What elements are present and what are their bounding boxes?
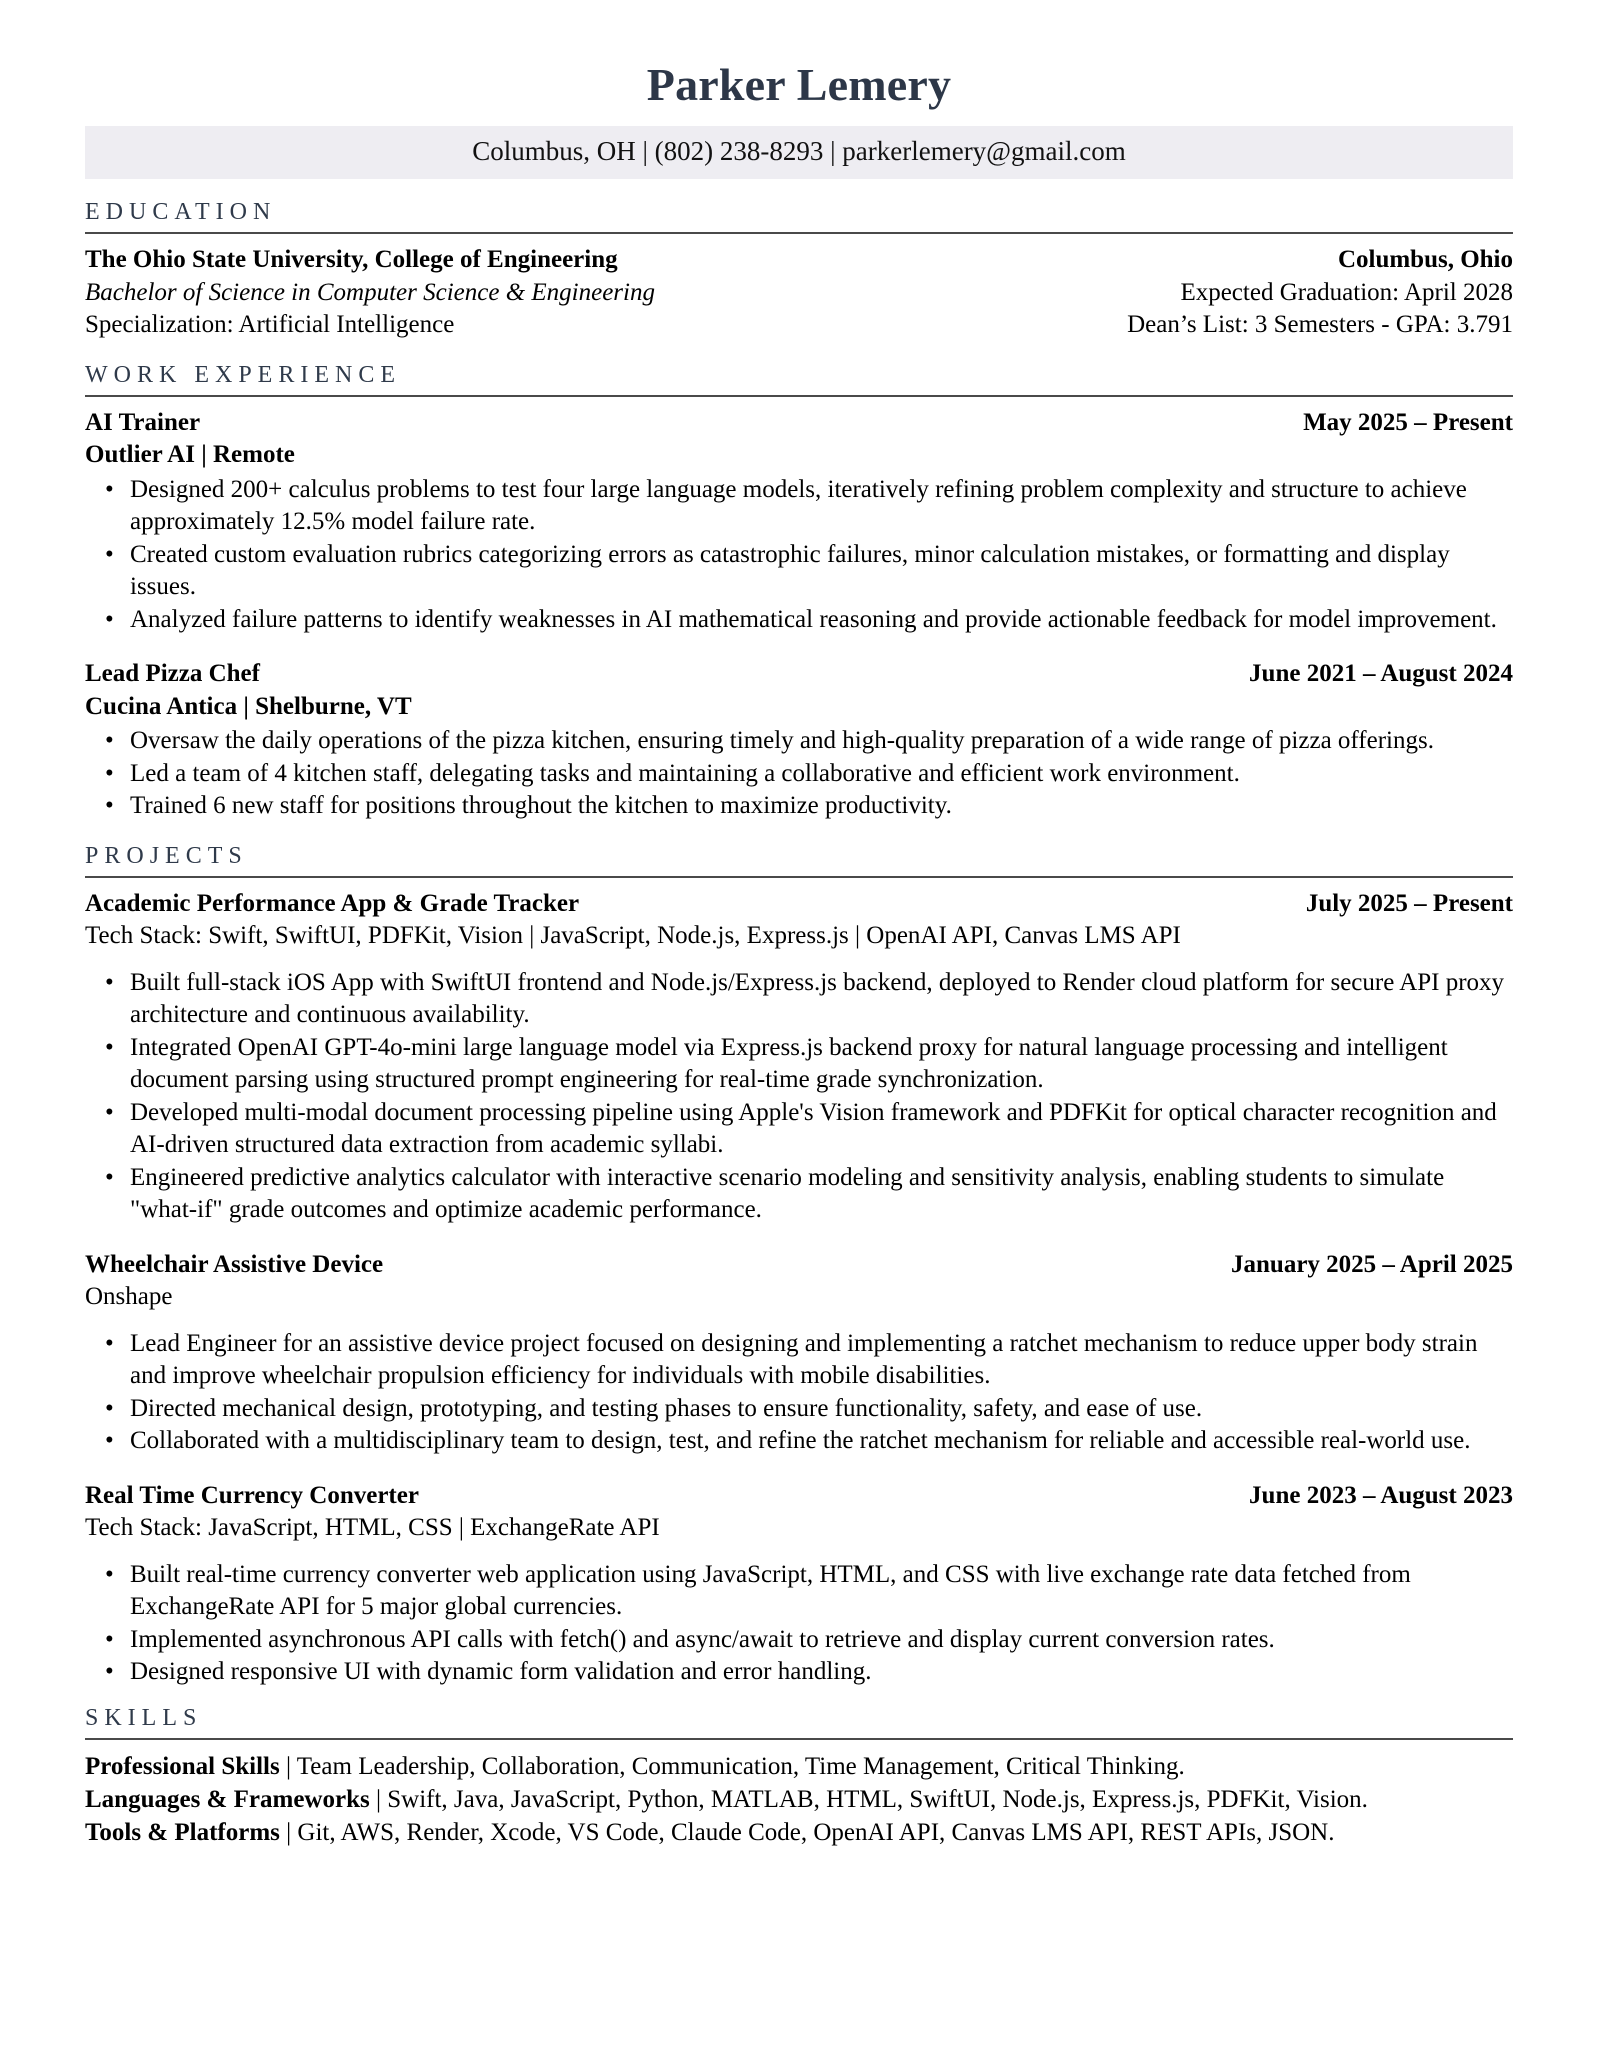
project-entry: [85, 888, 1513, 1227]
project-entry: [85, 1480, 1513, 1689]
list-item: • Built full-stack iOS App with SwiftUI frontend and Node.js/Express.js backend, deployed to Render cloud platform for secure API proxy architecture and continuous availability.: [85, 967, 1513, 1032]
project-tech-stack: Onshape: [85, 1283, 173, 1310]
work-dates: May 2025 – Present: [1303, 408, 1513, 436]
work-entry: [85, 407, 1513, 637]
project-dates: July 2025 – Present: [1305, 889, 1513, 917]
page-title: Parker Lemery: [646, 59, 952, 110]
list-item: • Designed responsive UI with dynamic form validation and error handling.: [85, 1656, 1513, 1689]
project-title: Academic Performance App & Grade Tracker: [85, 889, 580, 917]
work-company: Outlier AI | Remote: [85, 441, 295, 468]
skills-line: [85, 1750, 1513, 1783]
list-item: • Collaborated with a multidisciplinary team to design, test, and refine the ratchet mechanism for reliable and accessible real-world use.: [85, 1425, 1513, 1458]
skills-value: Git, AWS, Render, Xcode, VS Code, Claude Code, OpenAI API, Canvas LMS API, REST APIs, JSON.: [297, 1818, 1335, 1846]
list-item: • Led a team of 4 kitchen staff, delegating tasks and maintaining a collaborative and efficient work environment.: [85, 758, 1513, 791]
project-bullets: [85, 1559, 1513, 1689]
section-heading-education: EDUCATION: [85, 179, 1513, 234]
skills-separator: |: [279, 1818, 298, 1846]
education-row-school: [85, 244, 1513, 277]
project-tech-stack: Tech Stack: Swift, SwiftUI, PDFKit, Vision | JavaScript, Node.js, Express.js | OpenAI API, Canvas LMS API: [85, 922, 1181, 949]
skills-line: [85, 1783, 1513, 1816]
project-entry-header: [85, 888, 1513, 921]
list-item: • Developed multi-modal document processing pipeline using Apple's Vision framework and PDFKit for optical character recognition and AI-driven structured data extraction from academic syllabi.: [85, 1097, 1513, 1162]
list-item: • Created custom evaluation rubrics categorizing errors as catastrophic failures, minor calculation mistakes, or formatting and display issues.: [85, 539, 1513, 604]
education-entry: [85, 244, 1513, 342]
section-heading-work-experience: WORK EXPERIENCE: [85, 342, 1513, 397]
education-school: The Ohio State University, College of Engineering: [85, 246, 618, 273]
project-title: Real Time Currency Converter: [85, 1481, 419, 1509]
project-tech-stack: Tech Stack: JavaScript, HTML, CSS | ExchangeRate API: [85, 1514, 660, 1541]
list-item: • Trained 6 new staff for positions throughout the kitchen to maximize productivity.: [85, 790, 1513, 823]
section-heading-projects: PROJECTS: [85, 823, 1513, 878]
project-dates: June 2023 – August 2023: [1249, 1481, 1513, 1509]
skills-line: [85, 1816, 1513, 1849]
list-item: • Built real-time currency converter web application using JavaScript, HTML, and CSS with live exchange rate data fetched from ExchangeRate API for 5 major global currencies.: [85, 1559, 1513, 1624]
project-dates: January 2025 – April 2025: [1231, 1250, 1513, 1278]
list-item: • Engineered predictive analytics calculator with interactive scenario modeling and sensitivity analysis, enabling students to simulate "what-if" grade outcomes and optimize academic performance.: [85, 1162, 1513, 1227]
education-location: Columbus, Ohio: [1337, 246, 1513, 273]
list-item: • Designed 200+ calculus problems to test four large language models, iteratively refining problem complexity and structure to achieve approximately 12.5% model failure rate.: [85, 474, 1513, 539]
skills-separator: |: [369, 1785, 388, 1813]
list-item: • Directed mechanical design, prototyping, and testing phases to ensure functionality, safety, and ease of use.: [85, 1393, 1513, 1426]
skills-label: Languages & Frameworks: [85, 1785, 370, 1813]
list-item: • Implemented asynchronous API calls with fetch() and async/await to retrieve and display current conversion rates.: [85, 1624, 1513, 1657]
project-title: Wheelchair Assistive Device: [85, 1250, 384, 1278]
skills-label: Tools & Platforms: [85, 1818, 280, 1846]
work-title: AI Trainer: [85, 408, 201, 436]
work-entry-header: [85, 658, 1513, 691]
work-entry: [85, 658, 1513, 823]
project-entry-header: [85, 1480, 1513, 1513]
project-entry: [85, 1249, 1513, 1458]
work-title: Lead Pizza Chef: [85, 660, 260, 687]
list-item: • Integrated OpenAI GPT-4o-mini large language model via Express.js backend proxy for natural language processing and intelligent document parsing using structured prompt engineering for real-time grade synchronization.: [85, 1032, 1513, 1097]
skills-label: Professional Skills: [85, 1752, 280, 1780]
education-row-specialization: [85, 309, 1513, 342]
education-graduation: Expected Graduation: April 2028: [1180, 278, 1513, 306]
work-bullets: [85, 725, 1513, 823]
skills-value: Swift, Java, JavaScript, Python, MATLAB, HTML, SwiftUI, Node.js, Express.js, PDFKit, Vision.: [387, 1785, 1368, 1813]
list-item: • Oversaw the daily operations of the pizza kitchen, ensuring timely and high-quality preparation of a wide range of pizza offerings.: [85, 725, 1513, 758]
work-company: Cucina Antica | Shelburne, VT: [85, 692, 412, 720]
project-entry-header: [85, 1249, 1513, 1282]
education-specialization: Specialization: Artificial Intelligence: [85, 311, 455, 338]
list-item: • Lead Engineer for an assistive device project focused on designing and implementing a ratchet mechanism to reduce upper body strain and improve wheelchair propulsion efficiency for individuals with mobile disabilities.: [85, 1328, 1513, 1393]
work-dates: June 2021 – August 2024: [1249, 660, 1513, 687]
list-item: • Analyzed failure patterns to identify weaknesses in AI mathematical reasoning and provide actionable feedback for model improvement.: [85, 604, 1513, 637]
project-bullets: [85, 967, 1513, 1227]
skills-value: Team Leadership, Collaboration, Communication, Time Management, Critical Thinking.: [296, 1752, 1185, 1780]
section-heading-skills: SKILLS: [85, 1689, 1513, 1740]
work-entry-header: [85, 407, 1513, 440]
education-honors: Dean’s List: 3 Semesters - GPA: 3.791: [1127, 311, 1513, 338]
contact-info: Columbus, OH | (802) 238-8293 | parkerlemery@gmail.com: [85, 126, 1513, 179]
project-bullets: [85, 1328, 1513, 1458]
education-degree: Bachelor of Science in Computer Science & Engineering: [85, 278, 655, 306]
education-row-degree: [85, 277, 1513, 310]
skills-separator: |: [279, 1752, 297, 1780]
work-bullets: [85, 474, 1513, 637]
